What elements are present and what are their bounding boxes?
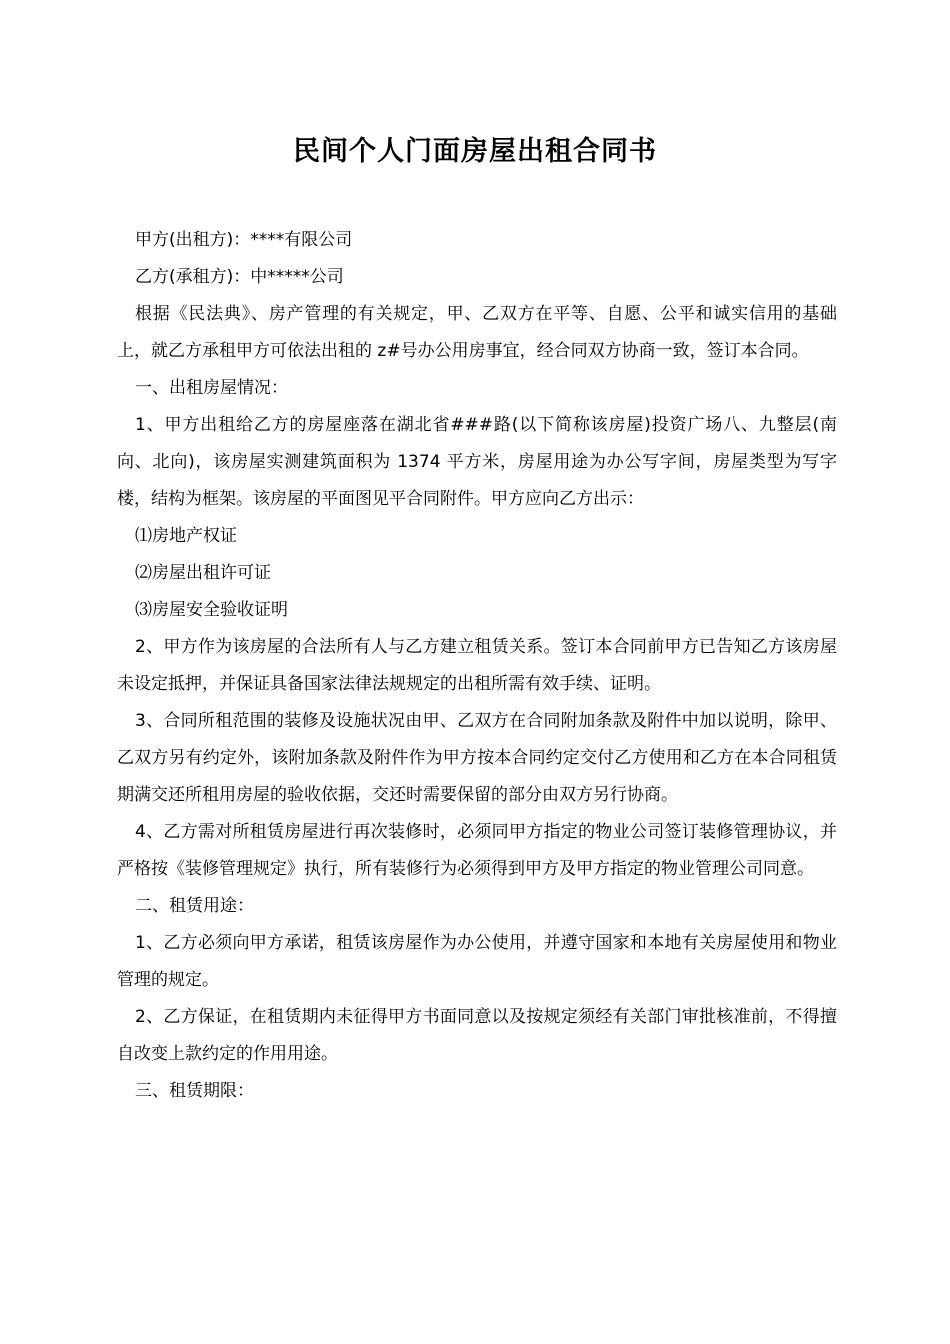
section-heading-3: 三、租赁期限： <box>135 1081 254 1101</box>
clause-1-4: 4、乙方需对所租赁房屋进行再次装修时，必须同甲方指定的物业公司签订装修管理协议，并严格按《装修管理规定》执行，所有装修行为必须得到甲方及甲方指定的物业管理公司同意。 <box>117 822 837 879</box>
clause-1-1: 1、甲方出租给乙方的房屋座落在湖北省###路(以下简称该房屋)投资广场八、九整层(南向、北向)，该房屋实测建筑面积为 1374 平方米，房屋用途为办公写字间，房屋类型为写字楼，结构为框架。该房屋的平面图见平合同附件。甲方应向乙方出示： <box>117 415 837 509</box>
list-item-2: ⑵房屋出租许可证 <box>135 563 271 583</box>
list-item-3: ⑶房屋安全验收证明 <box>135 600 288 620</box>
section-heading-2: 二、租赁用途： <box>135 896 254 916</box>
clause-2-2: 2、乙方保证，在租赁期内未征得甲方书面同意以及按规定须经有关部门审批核准前，不得擅自改变上款约定的作用用途。 <box>117 1007 837 1064</box>
clause-2-1: 1、乙方必须向甲方承诺，租赁该房屋作为办公使用，并遵守国家和本地有关房屋使用和物业管理的规定。 <box>117 933 837 990</box>
party-b-line: 乙方(承租方)：中*****公司 <box>135 267 344 287</box>
document-title: 民间个人门面房屋出租合同书 <box>293 136 657 167</box>
document-body <box>117 222 837 1110</box>
list-item-1: ⑴房地产权证 <box>135 526 237 546</box>
party-a-line: 甲方(出租方)：****有限公司 <box>135 230 353 250</box>
clause-1-3: 3、合同所租范围的装修及设施状况由甲、乙双方在合同附加条款及附件中加以说明，除甲、乙双方另有约定外，该附加条款及附件作为甲方按本合同约定交付乙方使用和乙方在本合同租赁期满交还所租用房屋的验收依据，交还时需要保留的部分由双方另行协商。 <box>117 711 837 805</box>
section-heading-1: 一、出租房屋情况： <box>135 378 288 398</box>
preamble-paragraph: 根据《民法典》、房产管理的有关规定，甲、乙双方在平等、自愿、公平和诚实信用的基础上，就乙方承租甲方可依法出租的 z#号办公用房事宜，经合同双方协商一致，签订本合同。 <box>117 304 837 361</box>
clause-1-2: 2、甲方作为该房屋的合法所有人与乙方建立租赁关系。签订本合同前甲方已告知乙方该房屋未设定抵押，并保证具备国家法律法规规定的出租所需有效手续、证明。 <box>117 637 837 694</box>
